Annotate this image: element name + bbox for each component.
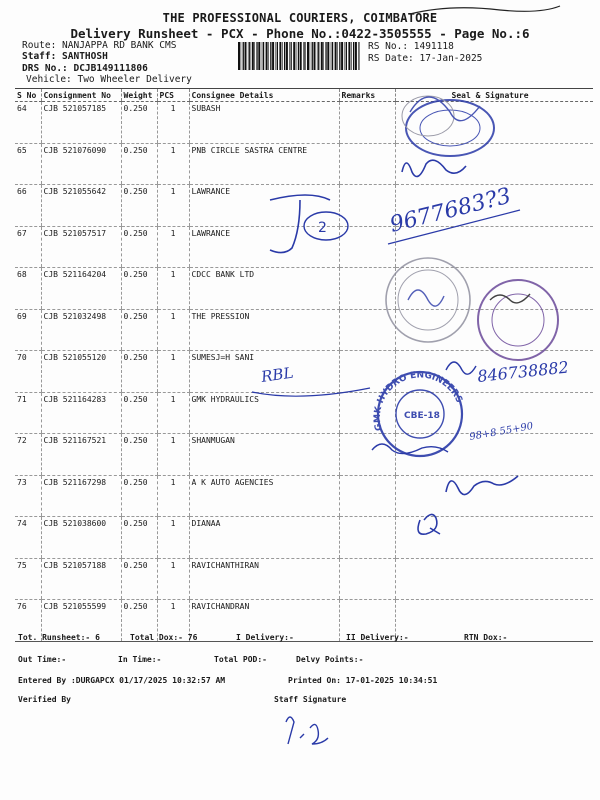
cell-weight: 0.250: [121, 558, 157, 600]
barcode-bar: [279, 42, 281, 70]
drs-number: DRS No.: DCJB149111806: [22, 63, 148, 74]
cell-sno: 69: [15, 309, 41, 351]
barcode-bar: [300, 42, 302, 70]
cell-pcs: 1: [157, 351, 189, 393]
rs-number: RS No.: 1491118: [368, 41, 454, 52]
table-row: [15, 517, 593, 559]
cell-sno: 64: [15, 102, 41, 144]
barcode-bar: [245, 42, 247, 70]
col-header-consignee: Consignee Details: [189, 89, 339, 102]
barcode-bar: [345, 42, 346, 70]
barcode-bar: [241, 42, 242, 70]
cell-remarks: [339, 475, 395, 517]
cell-consignee: A K AUTO AGENCIES: [189, 475, 339, 517]
barcode-bar: [293, 42, 295, 70]
col-header-weight: Weight: [121, 89, 157, 102]
cell-sno: 72: [15, 434, 41, 476]
barcode-bar: [310, 42, 311, 70]
barcode-bar: [284, 42, 285, 70]
cell-sno: 74: [15, 517, 41, 559]
barcode-bar: [258, 42, 260, 70]
barcode-bar: [248, 42, 249, 70]
cell-consignee: LAWRANCE: [189, 226, 339, 268]
barcode-bar: [314, 42, 316, 70]
barcode-bar: [298, 42, 299, 70]
col-header-pcs: PCS: [157, 89, 189, 102]
cell-weight: 0.250: [121, 434, 157, 476]
cell-consignment: CJB 521164204: [41, 268, 121, 310]
total-dox: Total Dox:- 76: [130, 633, 198, 642]
table-row: [15, 309, 593, 351]
cell-signature: [395, 434, 593, 476]
cell-consignee: SUMESJ=H SANI: [189, 351, 339, 393]
barcode-bar: [348, 42, 350, 70]
cell-remarks: [339, 392, 395, 434]
table-row: [15, 143, 593, 185]
barcode-bar: [286, 42, 288, 70]
barcode-bar: [277, 42, 278, 70]
cell-pcs: 1: [157, 558, 189, 600]
cell-pcs: 1: [157, 392, 189, 434]
cell-weight: 0.250: [121, 226, 157, 268]
cell-weight: 0.250: [121, 268, 157, 310]
phone-row66: 9677683?3: [387, 183, 514, 238]
barcode-bar: [249, 42, 250, 70]
rs-date: RS Date: 17-Jan-2025: [368, 53, 483, 64]
cell-remarks: [339, 143, 395, 185]
barcode-bar: [331, 42, 332, 70]
cell-consignment: CJB 521055642: [41, 185, 121, 227]
cell-consignment: CJB 521057185: [41, 102, 121, 144]
barcode-bar: [346, 42, 347, 70]
barcode-bar: [291, 42, 292, 70]
cell-consignee: CDCC BANK LTD: [189, 268, 339, 310]
rtn-dox: RTN Dox:-: [464, 633, 508, 642]
cell-sno: 66: [15, 185, 41, 227]
barcode-bar: [282, 42, 283, 70]
total-pod: Total POD:-: [214, 655, 267, 664]
cell-weight: 0.250: [121, 600, 157, 642]
cell-consignee: PNB CIRCLE SASTRA CENTRE: [189, 143, 339, 185]
barcode-bar: [321, 42, 323, 70]
cell-signature: [395, 558, 593, 600]
col-header-consignment: Consignment No: [41, 89, 121, 102]
table-row: [15, 268, 593, 310]
cell-signature: [395, 226, 593, 268]
cell-pcs: 1: [157, 475, 189, 517]
staff-label: Staff: SANTHOSH: [22, 51, 108, 62]
barcode-bar: [238, 42, 240, 70]
cell-remarks: [339, 517, 395, 559]
barcode-bar: [317, 42, 318, 70]
barcode-bar: [266, 42, 268, 70]
barcode-bar: [304, 42, 305, 70]
barcode-bar: [252, 42, 254, 70]
barcode-bar: [337, 42, 338, 70]
barcode-bar: [262, 42, 263, 70]
cell-signature: [395, 309, 593, 351]
barcode-bar: [325, 42, 326, 70]
barcode-bar: [289, 42, 290, 70]
barcode-bar: [303, 42, 304, 70]
cell-consignee: SHANMUGAN: [189, 434, 339, 476]
cell-consignment: CJB 521167521: [41, 434, 121, 476]
table-row: [15, 185, 593, 227]
cell-pcs: 1: [157, 268, 189, 310]
staff-signature-label: Staff Signature: [274, 695, 347, 704]
table-row: [15, 351, 593, 393]
table-row: [15, 434, 593, 476]
runsheet-title: Delivery Runsheet - PCX - Phone No.:0422-3505555 - Page No.:6: [70, 26, 530, 41]
cell-sno: 67: [15, 226, 41, 268]
cell-remarks: [339, 351, 395, 393]
cell-remarks: [339, 226, 395, 268]
cell-weight: 0.250: [121, 475, 157, 517]
barcode-bar: [296, 42, 297, 70]
barcode-bar: [270, 42, 271, 70]
cell-sno: 75: [15, 558, 41, 600]
cell-signature: [395, 517, 593, 559]
cell-consignment: CJB 521167298: [41, 475, 121, 517]
cell-weight: 0.250: [121, 185, 157, 227]
stamp-gmk-code: CBE-18: [404, 411, 440, 421]
table-row: [15, 392, 593, 434]
barcode-bar: [335, 42, 337, 70]
cell-signature: [395, 102, 593, 144]
verified-by: Verified By: [18, 695, 71, 704]
barcode-bar: [256, 42, 257, 70]
cell-pcs: 1: [157, 143, 189, 185]
cell-weight: 0.250: [121, 351, 157, 393]
barcode-bar: [355, 42, 357, 70]
cell-pcs: 1: [157, 102, 189, 144]
barcode-bar: [332, 42, 333, 70]
barcode-bar: [339, 42, 340, 70]
note-row72: 98+8 55+90: [468, 420, 535, 443]
cell-signature: [395, 351, 593, 393]
barcode-bar: [353, 42, 354, 70]
i-delivery: I Delivery:-: [236, 633, 294, 642]
cell-sno: 76: [15, 600, 41, 642]
cell-pcs: 1: [157, 600, 189, 642]
cell-weight: 0.250: [121, 143, 157, 185]
delvy-points: Delvy Points:-: [296, 655, 364, 664]
cell-remarks: [339, 309, 395, 351]
barcode-bar: [327, 42, 329, 70]
svg-text:GMK HYDRO ENGINEERS: GMK HYDRO ENGINEERS: [372, 370, 464, 432]
tot-runsheet: Tot. Runsheet:- 6: [18, 633, 100, 642]
cell-consignee: SUBASH: [189, 102, 339, 144]
cell-sno: 71: [15, 392, 41, 434]
entered-by: Entered By :DURGAPCX 01/17/2025 10:32:57 AM: [18, 676, 226, 685]
cell-pcs: 1: [157, 434, 189, 476]
barcode-bar: [341, 42, 343, 70]
cell-signature: [395, 185, 593, 227]
table-header-row: [15, 89, 593, 102]
barcode-bar: [307, 42, 309, 70]
table-row: [15, 558, 593, 600]
table-row: [15, 475, 593, 517]
cell-consignment: CJB 521032498: [41, 309, 121, 351]
cell-remarks: [339, 434, 395, 476]
vehicle-label: Vehicle: Two Wheeler Delivery: [26, 74, 192, 85]
cell-pcs: 1: [157, 226, 189, 268]
barcode-bar: [263, 42, 264, 70]
barcode: [238, 42, 360, 70]
cell-consignee: THE PRESSION: [189, 309, 339, 351]
barcode-bar: [272, 42, 274, 70]
out-time: Out Time:-: [18, 655, 67, 664]
cell-sno: 73: [15, 475, 41, 517]
circled-number: 2: [318, 220, 327, 236]
cell-consignee: LAWRANCE: [189, 185, 339, 227]
barcode-bar: [318, 42, 319, 70]
in-time: In Time:-: [118, 655, 162, 664]
col-header-sno: S No: [15, 89, 41, 102]
cell-consignment: CJB 521057517: [41, 226, 121, 268]
cell-remarks: [339, 185, 395, 227]
cell-weight: 0.250: [121, 517, 157, 559]
cell-consignment: CJB 521057188: [41, 558, 121, 600]
cell-signature: [395, 143, 593, 185]
barcode-bar: [243, 42, 244, 70]
cell-weight: 0.250: [121, 392, 157, 434]
cell-consignment: CJB 521055120: [41, 351, 121, 393]
table-row: [15, 102, 593, 144]
barcode-bar: [323, 42, 324, 70]
barcode-bar: [312, 42, 313, 70]
table-row: [15, 226, 593, 268]
cell-pcs: 1: [157, 309, 189, 351]
cell-consignment: CJB 521038600: [41, 517, 121, 559]
cell-consignment: CJB 521055599: [41, 600, 121, 642]
cell-consignee: DIANAA: [189, 517, 339, 559]
cell-remarks: [339, 558, 395, 600]
cell-remarks: [339, 102, 395, 144]
cell-sno: 68: [15, 268, 41, 310]
cell-consignment: CJB 521076090: [41, 143, 121, 185]
barcode-bar: [254, 42, 255, 70]
barcode-bar: [276, 42, 277, 70]
cell-weight: 0.250: [121, 102, 157, 144]
phone-row70: 846738882: [476, 357, 570, 386]
cell-weight: 0.250: [121, 309, 157, 351]
ii-delivery: II Delivery:-: [346, 633, 409, 642]
col-header-signature: Seal & Signature: [395, 89, 593, 102]
cell-pcs: 1: [157, 517, 189, 559]
remark-row71: RBL: [260, 363, 295, 386]
company-title: THE PROFESSIONAL COURIERS, COIMBATORE: [162, 11, 438, 25]
cell-consignee: RAVICHANTHIRAN: [189, 558, 339, 600]
cell-consignee: RAVICHANDRAN: [189, 600, 339, 642]
col-header-remarks: Remarks: [339, 89, 395, 102]
cell-consignment: CJB 521164283: [41, 392, 121, 434]
barcode-bar: [360, 42, 361, 70]
staff-signature-mark: [286, 717, 328, 744]
cell-sno: 70: [15, 351, 41, 393]
barcode-bar: [268, 42, 269, 70]
cell-pcs: 1: [157, 185, 189, 227]
cell-signature: [395, 475, 593, 517]
cell-signature: [395, 268, 593, 310]
route-label: Route: NANJAPPA RD BANK CMS: [22, 40, 177, 51]
runsheet-table: [15, 88, 593, 642]
barcode-bar: [351, 42, 352, 70]
printed-on: Printed On: 17-01-2025 10:34:51: [288, 676, 438, 685]
cell-remarks: [339, 268, 395, 310]
barcode-bar: [358, 42, 359, 70]
cell-consignee: GMK HYDRAULICS: [189, 392, 339, 434]
cell-sno: 65: [15, 143, 41, 185]
cell-signature: [395, 392, 593, 434]
